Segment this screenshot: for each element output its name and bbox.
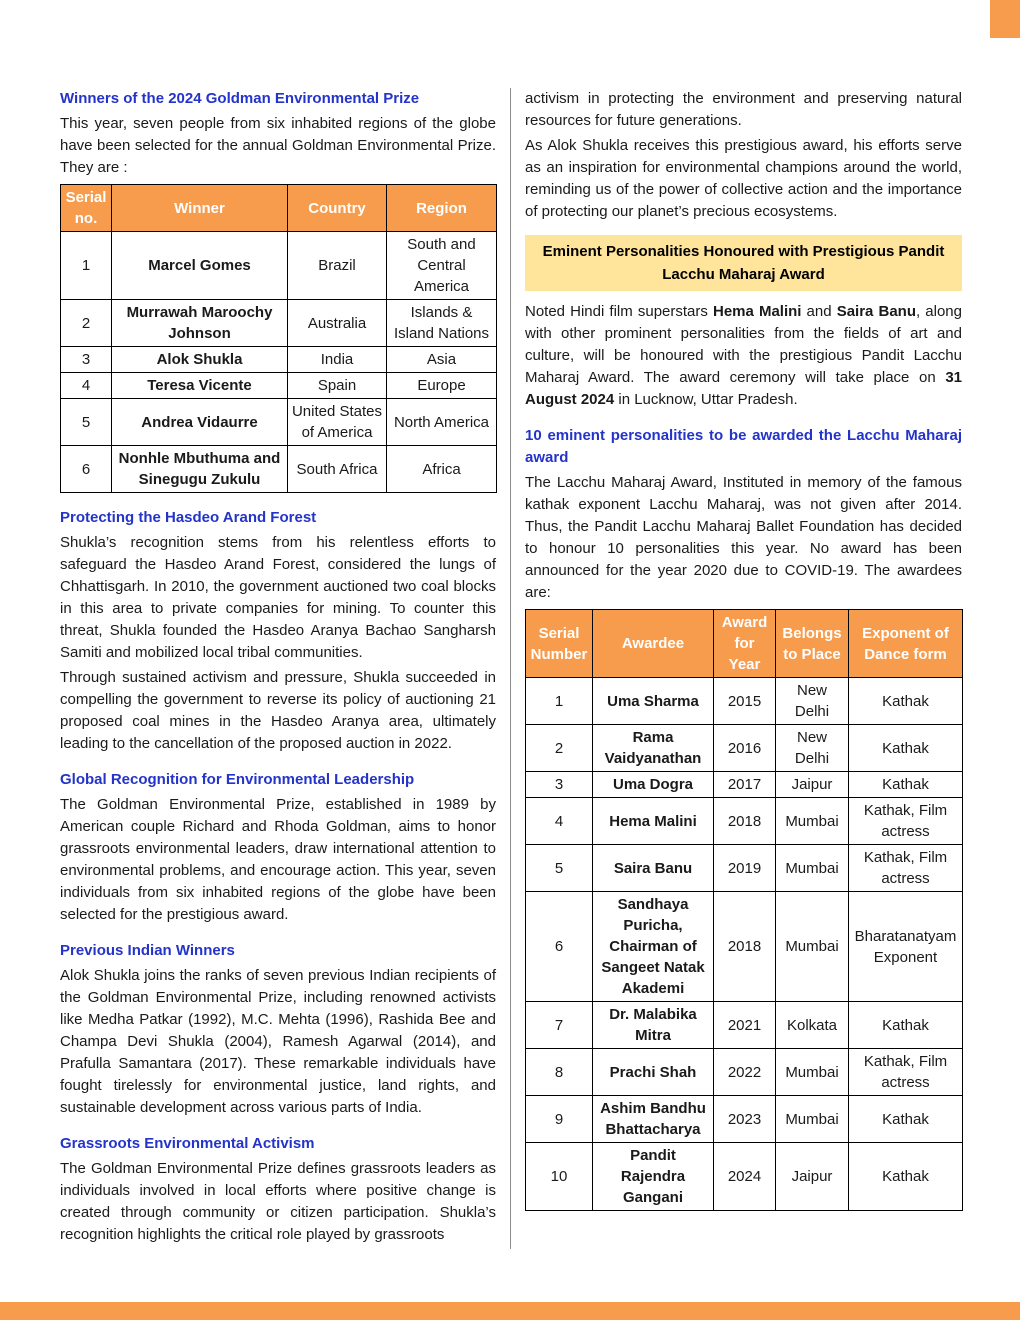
table-cell-year: 2018 — [714, 798, 776, 845]
table-cell-winner: Andrea Vidaurre — [112, 399, 288, 446]
table-cell-year: 2018 — [714, 892, 776, 1002]
table-cell-region: North America — [387, 399, 497, 446]
table-cell-exponent: Kathak — [849, 678, 963, 725]
table-header-cell: Serial no. — [61, 185, 112, 232]
table-header-cell: Winner — [112, 185, 288, 232]
table-cell-no: 6 — [526, 892, 593, 1002]
table-row — [526, 1049, 963, 1096]
table-row — [526, 1143, 963, 1211]
table-row — [61, 232, 497, 300]
table-cell-awardee: Ashim Bandhu Bhattacharya — [593, 1096, 714, 1143]
table-cell-year: 2022 — [714, 1049, 776, 1096]
table-cell-year: 2017 — [714, 772, 776, 798]
table-cell-awardee: Sandhaya Puricha, Chairman of Sangeet Natak Akademi — [593, 892, 714, 1002]
table-cell-no: 4 — [61, 373, 112, 399]
paragraph-global-recognition: The Goldman Environmental Prize, established in 1989 by American couple Richard and Rhoda Goldman, aims to honor grassroots environmental leaders, draw international attention to environmental problems, and encourage action. This year, seven individuals from six inhabited regions of the globe have been selected for the prestigious award. — [60, 796, 496, 923]
bottom-accent-bar — [0, 1302, 1020, 1320]
table-cell-year: 2015 — [714, 678, 776, 725]
right-column — [525, 88, 962, 1249]
table-cell-region: Africa — [387, 446, 497, 493]
table-cell-place: Mumbai — [776, 1096, 849, 1143]
table-cell-place: Mumbai — [776, 845, 849, 892]
table-header-cell: Serial Number — [526, 610, 593, 678]
winners-table-body — [61, 232, 497, 493]
table-cell-exponent: Kathak — [849, 725, 963, 772]
left-column — [60, 88, 496, 1249]
table-cell-awardee: Prachi Shah — [593, 1049, 714, 1096]
table-row — [526, 798, 963, 845]
table-row — [61, 300, 497, 347]
table-cell-winner: Murrawah Maroochy Johnson — [112, 300, 288, 347]
table-cell-year: 2021 — [714, 1002, 776, 1049]
awardees-table-header-row — [526, 610, 963, 678]
lacchu-maharaj-award-headline-box: Eminent Personalities Honoured with Prestigious Pandit Lacchu Maharaj Award — [525, 235, 962, 291]
section-heading-previous-indian-winners: Previous Indian Winners — [60, 942, 235, 959]
table-cell-exponent: Kathak — [849, 1096, 963, 1143]
table-cell-place: New Delhi — [776, 678, 849, 725]
table-cell-exponent: Kathak, Film actress — [849, 798, 963, 845]
table-row — [61, 446, 497, 493]
column-divider — [510, 88, 511, 1249]
winners-table — [60, 184, 497, 493]
table-cell-no: 3 — [526, 772, 593, 798]
table-row — [526, 725, 963, 772]
table-cell-awardee: Rama Vaidyanathan — [593, 725, 714, 772]
table-header-cell: Belongs to Place — [776, 610, 849, 678]
table-cell-country: South Africa — [288, 446, 387, 493]
table-cell-region: Europe — [387, 373, 497, 399]
table-cell-no: 9 — [526, 1096, 593, 1143]
table-cell-awardee: Saira Banu — [593, 845, 714, 892]
table-row — [61, 347, 497, 373]
table-cell-place: Mumbai — [776, 798, 849, 845]
table-cell-year: 2024 — [714, 1143, 776, 1211]
table-cell-exponent: Kathak — [849, 772, 963, 798]
table-cell-winner: Teresa Vicente — [112, 373, 288, 399]
table-cell-no: 10 — [526, 1143, 593, 1211]
paragraph-goldman-intro: This year, seven people from six inhabited regions of the globe have been selected for the annual Goldman Environmental Prize. They are : — [60, 115, 496, 176]
table-cell-place: New Delhi — [776, 725, 849, 772]
table-cell-no: 5 — [61, 399, 112, 446]
table-cell-no: 4 — [526, 798, 593, 845]
table-cell-country: Brazil — [288, 232, 387, 300]
table-cell-winner: Alok Shukla — [112, 347, 288, 373]
table-cell-place: Kolkata — [776, 1002, 849, 1049]
table-cell-year: 2016 — [714, 725, 776, 772]
table-cell-country: United States of America — [288, 399, 387, 446]
paragraph-grassroots-activism: The Goldman Environmental Prize defines grassroots leaders as individuals involved in local efforts where positive change is created through community or citizen participation. Shukla’s recognition highlights the critical role played by grassroots — [60, 1160, 496, 1243]
table-row — [526, 892, 963, 1002]
winners-table-header-row — [61, 185, 497, 232]
table-cell-awardee: Dr. Malabika Mitra — [593, 1002, 714, 1049]
section-heading-global-recognition: Global Recognition for Environmental Leadership — [60, 771, 415, 788]
table-cell-no: 7 — [526, 1002, 593, 1049]
paragraph-previous-indian-winners: Alok Shukla joins the ranks of seven previous Indian recipients of the Goldman Environmental Prize, including renowned activists like Medha Patkar (1992), M.C. Mehta (1996), Rashida Bee and Champa Devi Shukla (2004), Ramesh Agarwal (2014), and Prafulla Samantara (2017). These remarkable individuals have fought tirelessly for environmental justice, land rights, and sustainable development across various parts of India. — [60, 967, 496, 1116]
table-cell-no: 3 — [61, 347, 112, 373]
table-cell-awardee: Uma Sharma — [593, 678, 714, 725]
table-cell-place: Jaipur — [776, 772, 849, 798]
paragraph-hasdeo-2: Through sustained activism and pressure, Shukla succeeded in compelling the government to reverse its policy of auctioning 21 proposed coal mines in the Hasdeo Aranya area, ultimately leading to the cancellation of the proposed auction in 2022. — [60, 669, 496, 752]
top-right-accent-bar — [990, 0, 1020, 38]
table-row — [526, 845, 963, 892]
table-cell-exponent: Kathak, Film actress — [849, 1049, 963, 1096]
table-cell-no: 6 — [61, 446, 112, 493]
two-column-layout — [60, 88, 962, 1249]
table-cell-no: 2 — [61, 300, 112, 347]
section-heading-goldman-winners: Winners of the 2024 Goldman Environmental Prize — [60, 90, 420, 107]
paragraph-award-announcement: Noted Hindi film superstars Hema Malini and Saira Banu, along with other prominent personalities from the fields of art and culture, will be honoured with the prestigious Pandit Lacchu Maharaj Award. The award ceremony will take place on 31 August 2024 in Lucknow, Uttar Pradesh. — [525, 303, 962, 408]
table-cell-no: 1 — [526, 678, 593, 725]
table-cell-no: 2 — [526, 725, 593, 772]
table-cell-exponent: Kathak, Film actress — [849, 845, 963, 892]
table-cell-region: South and Central America — [387, 232, 497, 300]
table-header-cell: Exponent of Dance form — [849, 610, 963, 678]
table-header-cell: Award for Year — [714, 610, 776, 678]
table-cell-awardee: Pandit Rajendra Gangani — [593, 1143, 714, 1211]
table-header-cell: Awardee — [593, 610, 714, 678]
table-cell-no: 1 — [61, 232, 112, 300]
paragraph-activism-continued: activism in protecting the environment and preserving natural resources for future generations. — [525, 90, 962, 129]
table-cell-exponent: Bharatanatyam Exponent — [849, 892, 963, 1002]
paragraph-award-history: The Lacchu Maharaj Award, Instituted in memory of the famous kathak exponent Lacchu Maharaj, was not given after 2014. Thus, the Pandit Lacchu Maharaj Ballet Foundation has decided to honour 10 personalities this year. No award has been announced for the year 2020 due to COVID-19. The awardees are: — [525, 474, 962, 601]
table-row — [526, 1096, 963, 1143]
table-cell-country: Australia — [288, 300, 387, 347]
table-cell-region: Asia — [387, 347, 497, 373]
table-cell-no: 8 — [526, 1049, 593, 1096]
paragraph-hasdeo-1: Shukla’s recognition stems from his relentless efforts to safeguard the Hasdeo Arand Forest, considered the lungs of Chhattisgarh. In 2010, the government auctioned two coal blocks in this area to private companies for mining. To counter this threat, Shukla founded the Hasdeo Aranya Bachao Sangharsh Samiti and mobilized local tribal communities. — [60, 534, 496, 661]
table-cell-awardee: Hema Malini — [593, 798, 714, 845]
table-cell-country: India — [288, 347, 387, 373]
paragraph-inspiration: As Alok Shukla receives this prestigious award, his efforts serve as an inspiration for environmental champions around the world, reminding us of the power of collective action and the importance of protecting our planet’s precious ecosystems. — [525, 137, 962, 220]
table-row — [526, 678, 963, 725]
table-cell-no: 5 — [526, 845, 593, 892]
table-cell-country: Spain — [288, 373, 387, 399]
awardees-table — [525, 609, 963, 1211]
table-cell-year: 2023 — [714, 1096, 776, 1143]
awardees-table-body — [526, 678, 963, 1211]
table-row — [61, 399, 497, 446]
table-cell-region: Islands & Island Nations — [387, 300, 497, 347]
table-header-cell: Region — [387, 185, 497, 232]
table-cell-winner: Nonhle Mbuthuma and Sinegugu Zukulu — [112, 446, 288, 493]
table-row — [526, 1002, 963, 1049]
table-cell-winner: Marcel Gomes — [112, 232, 288, 300]
table-cell-exponent: Kathak — [849, 1002, 963, 1049]
section-heading-hasdeo-forest: Protecting the Hasdeo Arand Forest — [60, 509, 317, 526]
section-heading-grassroots-activism: Grassroots Environmental Activism — [60, 1135, 315, 1152]
section-heading-ten-personalities: 10 eminent personalities to be awarded the Lacchu Maharaj award — [525, 427, 962, 466]
table-cell-place: Mumbai — [776, 892, 849, 1002]
table-cell-exponent: Kathak — [849, 1143, 963, 1211]
table-cell-year: 2019 — [714, 845, 776, 892]
table-cell-awardee: Uma Dogra — [593, 772, 714, 798]
table-cell-place: Jaipur — [776, 1143, 849, 1211]
table-row — [61, 373, 497, 399]
table-cell-place: Mumbai — [776, 1049, 849, 1096]
table-header-cell: Country — [288, 185, 387, 232]
table-row — [526, 772, 963, 798]
